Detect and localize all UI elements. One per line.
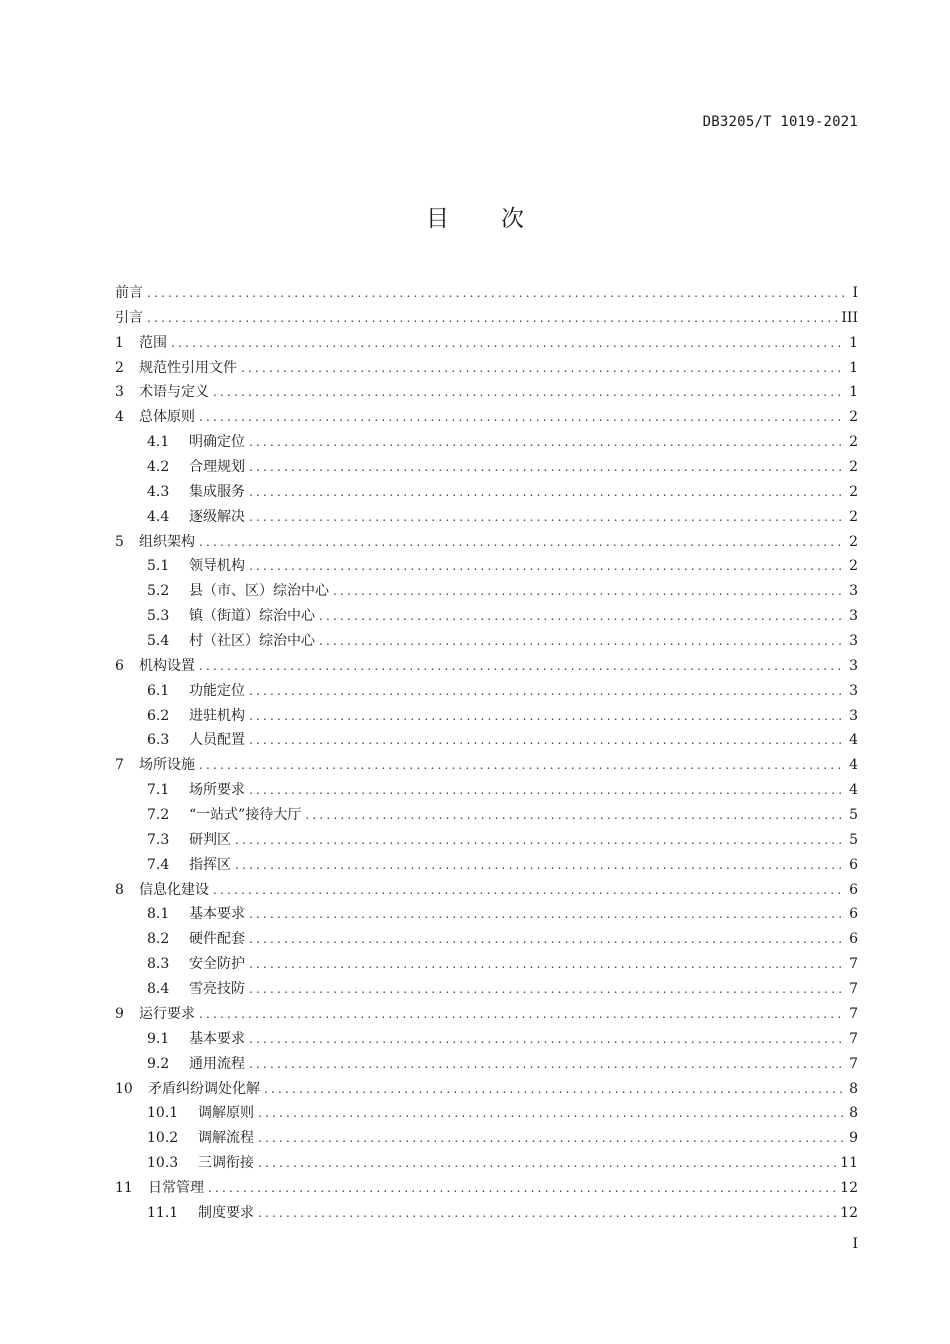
toc-leader-dots [258,1206,836,1220]
toc-entry-label: 场所要求 [189,782,245,799]
toc-leader-dots [208,1181,836,1195]
toc-entry-label: 镇（街道）综治中心 [189,608,315,625]
toc-entry-number: 8.4 [147,981,170,998]
toc-entry-page: 7 [849,1030,858,1047]
toc-entry[interactable] [115,804,858,829]
toc-entry[interactable] [115,605,858,630]
toc-leader-dots [249,783,845,797]
toc-entry-label: 矛盾纠纷调处化解 [148,1080,260,1097]
toc-entry-page: 2 [849,434,858,451]
toc-leader-dots [249,709,845,723]
toc-entry-page: 3 [849,608,858,625]
title-char-2: 次 [501,206,524,232]
toc-entry-page: 2 [849,409,858,426]
toc-entry-label: 合理规划 [189,459,245,476]
toc-entry[interactable] [115,1003,858,1028]
toc-entry-page: 1 [849,334,858,351]
toc-leader-dots [249,485,845,499]
toc-entry-label: 集成服务 [189,483,245,500]
toc-entry-page: 5 [849,807,858,824]
toc-entry[interactable] [115,1177,858,1202]
toc-entry[interactable] [115,555,858,580]
toc-entry-label: 信息化建设 [139,881,209,898]
toc-entry[interactable] [115,1127,858,1152]
toc-entry-label: 雪亮技防 [189,981,245,998]
toc-entry-label: 组织架构 [139,533,195,550]
toc-leader-dots [199,659,845,673]
toc-entry-number: 9.2 [147,1055,170,1072]
toc-entry[interactable] [115,456,858,481]
toc-leader-dots [258,1131,845,1145]
toc-entry-number: 10.1 [147,1105,179,1122]
toc-leader-dots [213,883,845,897]
toc-entry[interactable] [115,705,858,730]
toc-entry-number: 5.4 [147,633,170,650]
toc-entry-number: 5.2 [147,583,170,600]
toc-leader-dots [264,1082,845,1096]
toc-entry-page: 2 [849,459,858,476]
toc-entry-number: 4.2 [147,459,170,476]
toc-entry-label: 三调衔接 [198,1155,254,1172]
toc-leader-dots [249,1032,845,1046]
toc-leader-dots [319,609,845,623]
toc-entry[interactable] [115,1053,858,1078]
toc-entry-label: 通用流程 [189,1055,245,1072]
toc-entry-number: 2 [115,359,124,376]
toc-entry-page: 8 [849,1080,858,1097]
toc-entry[interactable] [115,829,858,854]
toc-entry-label: “一站式”接待大厅 [189,807,302,824]
page-number: I [852,1236,858,1252]
toc-entry[interactable] [115,779,858,804]
toc-leader-dots [147,286,846,300]
toc-leader-dots [333,584,845,598]
toc-entry-number: 1 [115,334,124,351]
toc-entry-page: 7 [849,1055,858,1072]
toc-entry-label: 指挥区 [189,856,231,873]
toc-entry[interactable] [115,1202,858,1227]
toc-entry-page: 7 [849,1005,858,1022]
toc-entry[interactable] [115,381,858,406]
toc-entry-label: 安全防护 [189,956,245,973]
toc-entry-page: 11 [840,1155,858,1172]
toc-entry-number: 4 [115,409,124,426]
table-of-contents [115,282,858,1227]
toc-entry-page: 3 [849,633,858,650]
toc-entry[interactable] [115,431,858,456]
toc-entry-label: 基本要求 [189,1030,245,1047]
toc-entry-page: 2 [849,508,858,525]
toc-entry-label: 基本要求 [189,906,245,923]
toc-entry-number: 3 [115,384,124,401]
toc-entry-page: 6 [849,931,858,948]
toc-entry-label: 前言 [115,285,143,301]
toc-entry-page: 7 [849,981,858,998]
toc-entry[interactable] [115,879,858,904]
toc-entry[interactable] [115,1102,858,1127]
toc-entry-label: 总体原则 [139,409,195,426]
toc-entry-page: 2 [849,533,858,550]
toc-entry-number: 10.2 [147,1130,179,1147]
toc-leader-dots [249,982,845,996]
toc-entry-label: 规范性引用文件 [139,359,237,376]
toc-entry-number: 8.3 [147,956,170,973]
toc-leader-dots [199,535,845,549]
toc-entry-number: 7.3 [147,831,170,848]
toc-leader-dots [249,435,845,449]
toc-entry[interactable] [115,282,858,307]
toc-leader-dots [249,733,845,747]
toc-leader-dots [249,1057,845,1071]
toc-entry-number: 7.4 [147,856,170,873]
toc-entry-number: 9 [115,1005,124,1022]
toc-leader-dots [305,808,845,822]
toc-entry-label: 场所设施 [139,757,195,774]
toc-entry-number: 8.2 [147,931,170,948]
document-code: DB3205/T 1019-2021 [702,114,858,130]
toc-entry[interactable] [115,754,858,779]
toc-entry[interactable] [115,655,858,680]
toc-entry-page: III [841,309,858,326]
toc-entry-page: 8 [849,1105,858,1122]
toc-entry-number: 4.3 [147,483,170,500]
toc-entry[interactable] [115,332,858,357]
toc-entry-number: 9.1 [147,1030,170,1047]
toc-entry[interactable] [115,630,858,655]
toc-leader-dots [199,1007,845,1021]
toc-leader-dots [258,1106,845,1120]
toc-leader-dots [241,361,845,375]
toc-entry-label: 调解原则 [198,1105,254,1122]
toc-entry-page: 6 [849,881,858,898]
title-char-1: 目 [426,206,449,232]
toc-entry-page: 2 [849,483,858,500]
toc-leader-dots [199,758,845,772]
toc-entry[interactable] [115,307,858,332]
toc-leader-dots [235,833,845,847]
toc-entry-page: 3 [849,583,858,600]
toc-entry-label: 日常管理 [148,1179,204,1196]
toc-entry[interactable] [115,580,858,605]
toc-entry-label: 制度要求 [198,1204,254,1221]
toc-entry[interactable] [115,978,858,1003]
toc-entry[interactable] [115,481,858,506]
toc-entry-number: 6 [115,657,124,674]
toc-entry-page: 1 [849,359,858,376]
toc-entry-page: 5 [849,831,858,848]
toc-entry-label: 进驻机构 [189,707,245,724]
toc-entry-page: 7 [849,956,858,973]
toc-entry-page: 6 [849,856,858,873]
toc-entry-label: 硬件配套 [189,931,245,948]
toc-entry[interactable] [115,680,858,705]
toc-entry-number: 7.2 [147,807,170,824]
toc-leader-dots [199,410,845,424]
toc-leader-dots [249,559,845,573]
toc-entry-number: 4.4 [147,508,170,525]
toc-entry[interactable] [115,506,858,531]
toc-entry-number: 6.1 [147,682,170,699]
toc-leader-dots [249,684,845,698]
toc-entry-page: 12 [840,1179,858,1196]
toc-entry-number: 10 [115,1080,133,1097]
toc-entry[interactable] [115,406,858,431]
toc-entry-page: 2 [849,558,858,575]
toc-leader-dots [249,460,845,474]
toc-entry-number: 10.3 [147,1155,179,1172]
toc-entry-number: 6.3 [147,732,170,749]
toc-entry-label: 明确定位 [189,434,245,451]
toc-entry-page: 12 [840,1204,858,1221]
toc-entry-label: 功能定位 [189,682,245,699]
toc-entry-label: 范围 [139,334,167,351]
toc-entry-label: 人员配置 [189,732,245,749]
toc-entry-page: 4 [849,782,858,799]
toc-entry-number: 7 [115,757,124,774]
toc-entry-page: 4 [849,732,858,749]
toc-entry[interactable] [115,953,858,978]
toc-leader-dots [249,957,845,971]
toc-entry[interactable] [115,531,858,556]
toc-entry-page: 3 [849,707,858,724]
toc-leader-dots [319,634,845,648]
toc-leader-dots [249,932,845,946]
toc-entry[interactable] [115,928,858,953]
toc-entry-number: 5.1 [147,558,170,575]
toc-entry[interactable] [115,1078,858,1103]
toc-entry-page: 3 [849,682,858,699]
toc-entry-label: 术语与定义 [139,384,209,401]
page-title [0,200,950,233]
toc-entry-page: 6 [849,906,858,923]
toc-leader-dots [249,907,845,921]
toc-entry[interactable] [115,729,858,754]
toc-entry-page: 4 [849,757,858,774]
toc-entry-number: 8.1 [147,906,170,923]
toc-entry-label: 领导机构 [189,558,245,575]
toc-entry[interactable] [115,357,858,382]
toc-entry-label: 引言 [115,309,143,326]
toc-entry-number: 4.1 [147,434,170,451]
toc-entry-number: 11.1 [147,1204,179,1221]
toc-entry-number: 5.3 [147,608,170,625]
toc-entry-label: 县（市、区）综治中心 [189,583,329,600]
toc-entry-page: 1 [849,384,858,401]
toc-entry-number: 5 [115,533,124,550]
toc-entry-label: 村（社区）综治中心 [189,633,315,650]
toc-entry-page: 3 [849,657,858,674]
toc-entry-label: 研判区 [189,831,231,848]
toc-entry[interactable] [115,903,858,928]
toc-entry-number: 8 [115,881,124,898]
toc-leader-dots [258,1156,836,1170]
toc-entry-label: 逐级解决 [189,508,245,525]
toc-entry-number: 11 [115,1179,133,1196]
toc-entry-number: 7.1 [147,782,170,799]
toc-entry[interactable] [115,1152,858,1177]
toc-entry[interactable] [115,1028,858,1053]
toc-entry[interactable] [115,854,858,879]
toc-entry-page: I [852,285,858,301]
toc-entry-number: 6.2 [147,707,170,724]
toc-entry-label: 调解流程 [198,1130,254,1147]
toc-leader-dots [213,385,845,399]
toc-entry-page: 9 [849,1130,858,1147]
toc-entry-label: 机构设置 [139,657,195,674]
toc-leader-dots [249,510,845,524]
toc-leader-dots [235,858,845,872]
toc-leader-dots [171,336,845,350]
toc-entry-label: 运行要求 [139,1005,195,1022]
toc-leader-dots [147,311,837,325]
